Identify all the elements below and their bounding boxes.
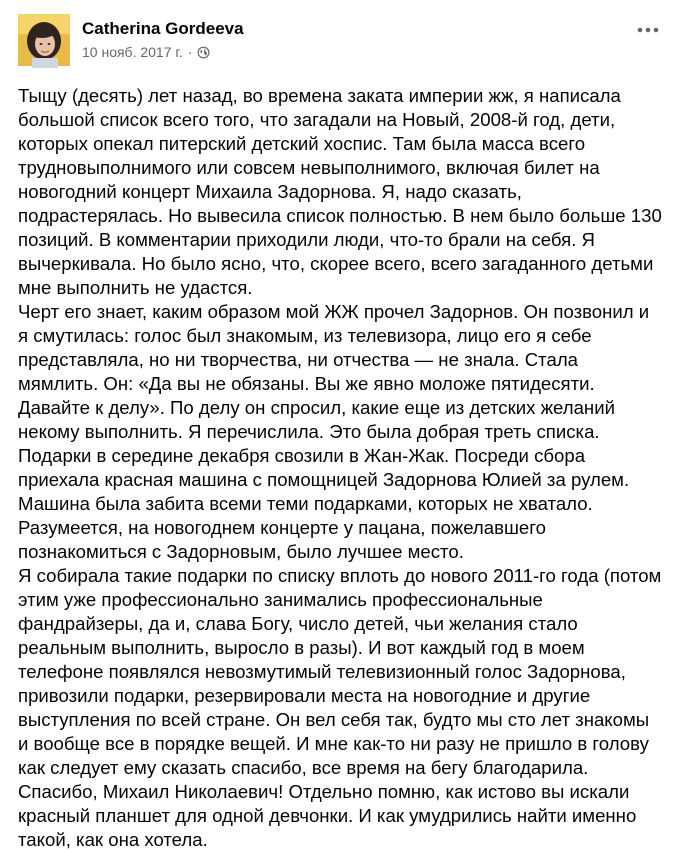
avatar-image bbox=[18, 14, 70, 66]
post-header bbox=[18, 12, 662, 68]
post-date[interactable]: 10 нояб. 2017 г. bbox=[82, 44, 183, 60]
post-subline bbox=[82, 42, 244, 62]
post-paragraph: Я собирала такие подарки по списку вплоть до нового 2011-го года (потом этим уже профессионально занимались профессиональные фандрайзеры, да и, слава Богу, число детей, чьи желания стало реальным выполнить, выросло в разы). И вот каждый год в моем телефоне появлялся невозмутимый телевизионный голос Задорнова, привозили подарки, резервировали места на новогодние и другие выступления по всей стране. Он вел себя так, будто мы сто лет знакомы и вообще все в порядке вещей. И мне как-то ни разу не пришло в голову как следует ему сказать спасибо, все время на бегу благодарила. Спасибо, Михаил Николаевич! Отдельно помню, как истово вы искали красный планшет для одной девчонки. И как умудрились найти именно такой, как она хотела. bbox=[18, 565, 662, 850]
separator-dot: · bbox=[187, 44, 193, 60]
post-paragraph: Черт его знает, каким образом мой ЖЖ прочел Задорнов. Он позвонил и я смутилась: голос был знакомым, из телевизора, лицо его я себе представляла, но ни творчества, ни отчества — не знала. Стала мямлить. Он: «Да вы не обязаны. Вы же явно моложе пятидесяти. Давайте к делу». По делу он спросил, какие еще из детских желаний некому выполнить. Я перечислила. Это была добрая треть списка. bbox=[18, 301, 650, 442]
author-name[interactable]: Catherina Gordeeva bbox=[82, 19, 244, 38]
post-body bbox=[18, 84, 662, 852]
more-horizontal-icon[interactable] bbox=[634, 20, 662, 40]
avatar[interactable] bbox=[18, 14, 70, 66]
post-paragraph: Тыщу (десять) лет назад, во времена заката империи жж, я написала большой список всего того, что загадали на Новый, 2008-й год, дети, которых опекал питерский детский хоспис. Там была масса всего трудновыполнимого или совсем невыполнимого, включая билет на новогодний концерт Михаила Задорнова. Я, надо сказать, подрастерялась. Но вывесила список полностью. В нем было больше 130 позиций. В комментарии приходили люди, что-то брали на себя. Я вычеркивала. Но было ясно, что, скорее всего, всего загаданного детьми мне выполнить не удастся. bbox=[18, 85, 662, 298]
globe-icon[interactable] bbox=[197, 46, 210, 59]
post-paragraph: Подарки в середине декабря свозили в Жан-Жак. Посреди сбора приехала красная машина с помощницей Задорнова Юлией за рулем. Машина была забита всеми теми подарками, которых не хватало. Разумеется, на новогоднем концерте у пацана, пожелавшего познакомиться с Задорновым, было лучшее место. bbox=[18, 445, 630, 562]
post-meta bbox=[82, 18, 244, 62]
